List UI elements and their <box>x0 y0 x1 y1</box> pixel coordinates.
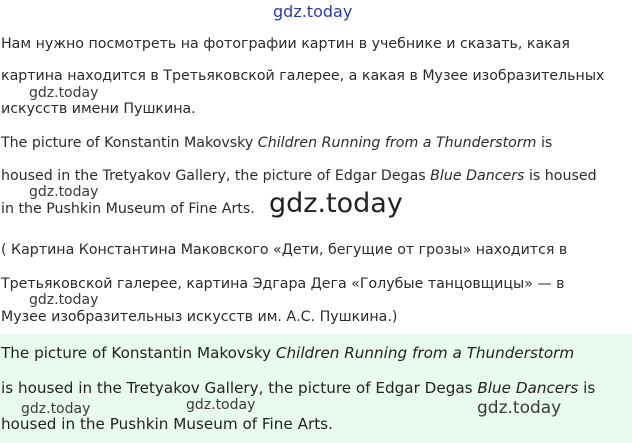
translation-line-1 <box>1 133 552 153</box>
watermark-small: gdz.today <box>186 397 256 413</box>
watermark-top: gdz.today <box>273 2 353 21</box>
answer-line-2 <box>1 378 595 398</box>
question-line-1: Нам нужно посмотреть на фотографии картин в учебнике и сказать, какая <box>1 36 570 52</box>
answer-line-3: housed in the Pushkin Museum of Fine Arts. <box>1 415 333 433</box>
translation-line-2 <box>1 166 597 186</box>
russian-line-2: Третьяковской галерее, картина Эдгара Дега «Голубые танцовщицы» — в <box>1 276 565 292</box>
russian-line-3: Музее изобразительныз искусств им. А.С. Пушкина.) <box>1 309 398 325</box>
painting-title: Children Running from a Thunderstorm <box>275 344 575 362</box>
answer-line-1 <box>1 343 574 363</box>
translation-text: is <box>536 135 553 151</box>
question-line-2: картина находится в Третьяковской галерее, а какая в Музее изобразительных <box>1 68 605 84</box>
painting-title: Blue Dancers <box>430 168 525 184</box>
translation-line-3: in the Pushkin Museum of Fine Arts. <box>1 201 255 217</box>
watermark-small: gdz.today <box>21 401 91 417</box>
translation-text: The picture of Konstantin Makovsky <box>1 135 258 151</box>
answer-text: is <box>578 379 596 397</box>
translation-text: is housed <box>524 168 597 184</box>
watermark-small: gdz.today <box>29 85 99 101</box>
watermark-medium: gdz.today <box>477 398 562 418</box>
painting-title: Blue Dancers <box>477 379 579 397</box>
translation-text: housed in the Tretyakov Gallery, the picture of Edgar Degas <box>1 168 431 184</box>
question-line-3: искусств имени Пушкина. <box>1 101 196 117</box>
answer-block <box>0 334 632 443</box>
watermark-small: gdz.today <box>29 292 99 308</box>
answer-text: is housed in the Tretyakov Gallery, the picture of Edgar Degas <box>1 379 478 397</box>
painting-title: Children Running from a Thunderstorm <box>257 135 537 151</box>
watermark-small: gdz.today <box>29 184 99 200</box>
watermark-large: gdz.today <box>269 188 403 219</box>
russian-line-1: ( Картина Константина Маковского «Дети, бегущие от грозы» находится в <box>1 242 568 258</box>
answer-text: The picture of Konstantin Makovsky <box>1 344 276 362</box>
